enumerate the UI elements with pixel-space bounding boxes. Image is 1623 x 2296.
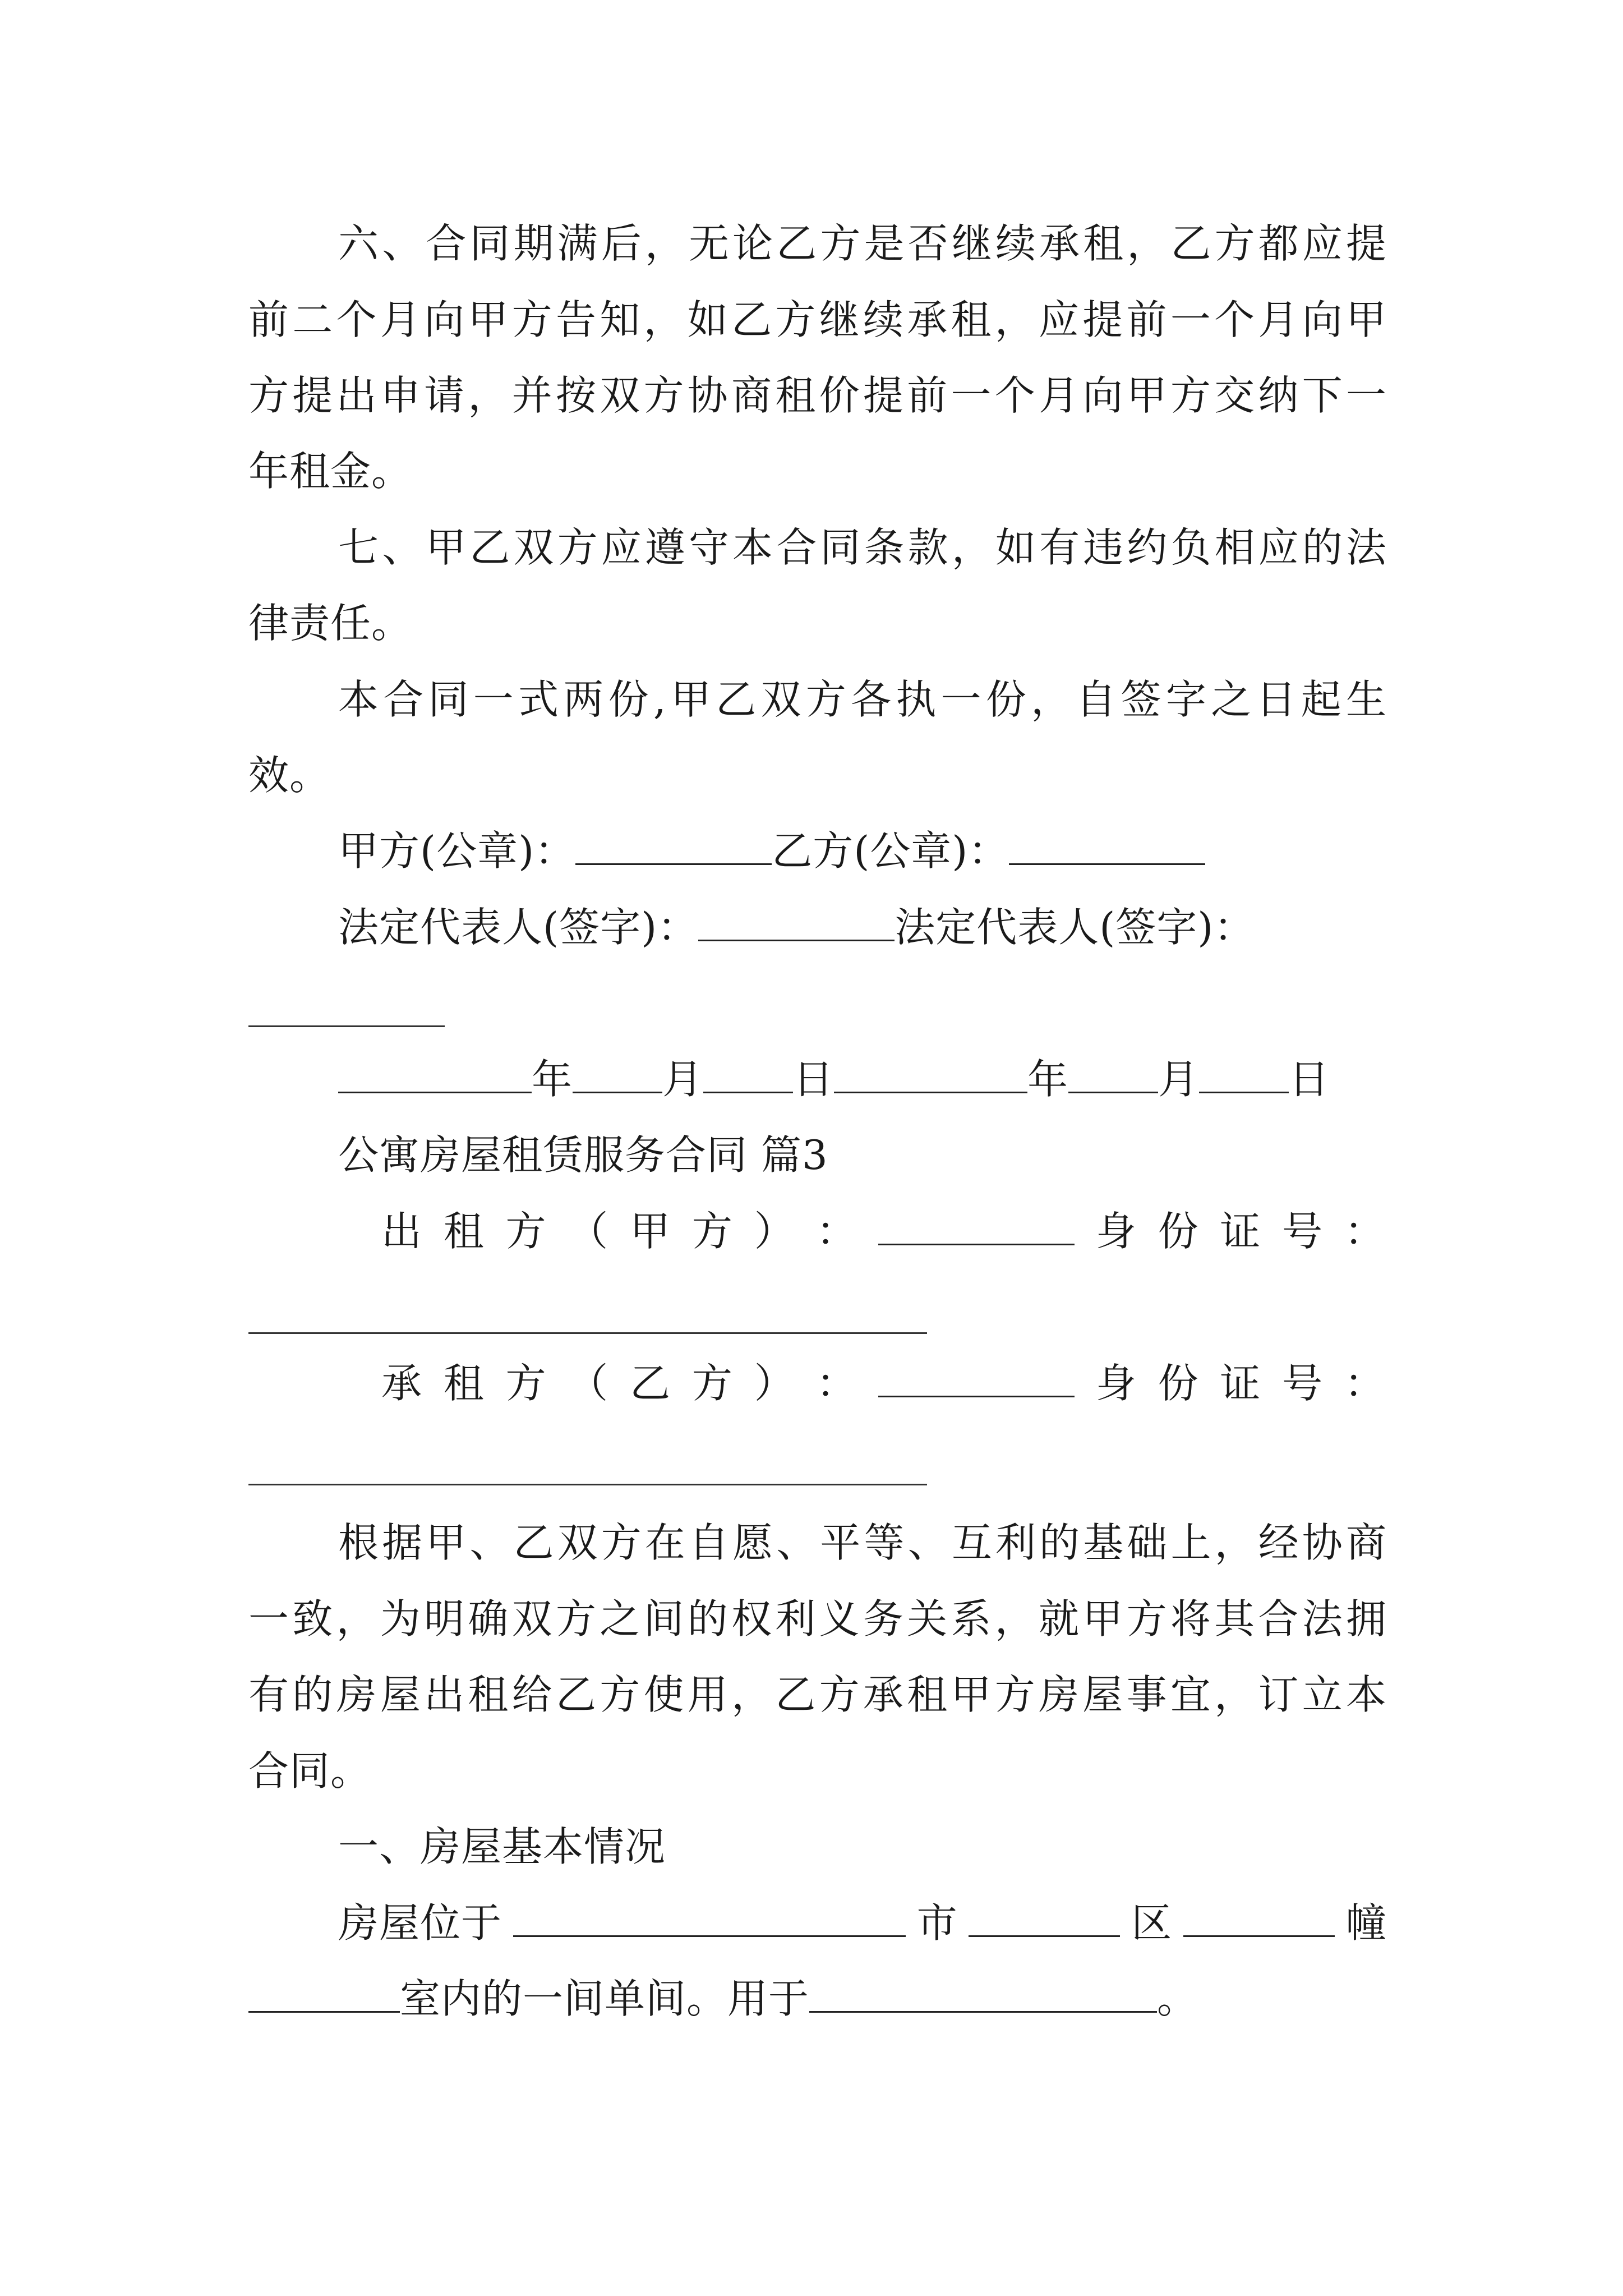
- lessee-char: 方: [691, 1360, 733, 1407]
- lessor-id-char: 身: [1095, 1208, 1137, 1255]
- closing-line-1: 本合同一式两份,甲乙双方各执一份，自签字之日起生: [338, 676, 1387, 723]
- article-1-location-line: [338, 1899, 1387, 1947]
- preamble-line-3: 有的房屋出租给乙方使用，乙方承租甲方房屋事宜，订立本: [248, 1671, 1387, 1718]
- room-blank: [248, 1978, 400, 2013]
- usage-blank: [809, 1978, 1157, 2013]
- lessor-char: 甲: [630, 1208, 671, 1255]
- lessor-char: 租: [443, 1208, 485, 1255]
- lessee-char: 租: [443, 1360, 485, 1407]
- clause-6-line-4: 年租金。: [248, 448, 413, 495]
- representative-line: [338, 904, 1387, 951]
- date-a-year: 年: [532, 1056, 573, 1103]
- district-label: 区: [1131, 1899, 1173, 1947]
- party-a-seal-label: 甲方(公章)：: [338, 827, 576, 875]
- date-b-month: 月: [1158, 1056, 1200, 1103]
- preamble-line-1: 根据甲、乙双方在自愿、平等、互利的基础上，经协商: [338, 1519, 1387, 1566]
- lessee-id-blank: [248, 1484, 927, 1485]
- lessor-char: 出: [381, 1208, 423, 1255]
- lessee-char: 乙: [630, 1360, 671, 1407]
- party-b-seal-label: 乙方(公章)：: [772, 827, 1009, 875]
- rep-a-blank: [698, 907, 895, 941]
- party-b-seal-blank: [1009, 831, 1205, 865]
- lessee-char: ：: [816, 1360, 857, 1407]
- lessor-char: （: [568, 1208, 609, 1255]
- date-b-day: 日: [1289, 1056, 1330, 1103]
- date-b-year: 年: [1027, 1056, 1069, 1103]
- district-blank: [969, 1903, 1120, 1937]
- lessor-id-char: 号: [1282, 1208, 1324, 1255]
- seal-line: [338, 827, 1292, 875]
- rep-b-label: 法定代表人(签字)：: [895, 904, 1255, 951]
- address-blank: [513, 1903, 906, 1937]
- preamble-line-2: 一致，为明确双方之间的权利义务关系，就甲方将其合法拥: [248, 1595, 1387, 1642]
- preamble-line-4: 合同。: [248, 1747, 372, 1795]
- lessor-char: ：: [816, 1208, 857, 1255]
- room-label: 室内的一间单间。用于: [400, 1975, 810, 2022]
- date-a-year-blank: [338, 1059, 532, 1093]
- lessor-char: ）: [754, 1208, 795, 1255]
- lessee-line: [381, 1360, 1385, 1407]
- date-b-year-blank: [834, 1059, 1027, 1093]
- clause-6-line-3: 方提出申请，并按双方协商租价提前一个月向甲方交纳下一: [248, 372, 1387, 419]
- lessor-char: 方: [505, 1208, 547, 1255]
- lessee-char: 方: [505, 1360, 547, 1407]
- date-a-day-blank: [703, 1059, 793, 1093]
- located-label: 房屋位于: [338, 1899, 502, 1947]
- clause-6-line-1: 六、合同期满后，无论乙方是否继续承租，乙方都应提: [338, 220, 1387, 267]
- date-a-month: 月: [662, 1056, 704, 1103]
- date-b-day-blank: [1199, 1059, 1289, 1093]
- rep-a-label: 法定代表人(签字)：: [338, 904, 699, 951]
- article-1-title: 一、房屋基本情况: [338, 1823, 666, 1870]
- clause-6-line-2: 前二个月向甲方告知，如乙方继续承租，应提前一个月向甲: [248, 296, 1387, 343]
- section-title: 公寓房屋租赁服务合同 篇3: [338, 1131, 828, 1179]
- clause-7-line-2: 律责任。: [248, 600, 413, 647]
- lessee-char: 承: [381, 1360, 423, 1407]
- date-a-day: 日: [793, 1056, 834, 1103]
- rep-b-blank: [248, 1025, 445, 1027]
- lessee-id-char: 号: [1282, 1360, 1324, 1407]
- party-a-seal-blank: [575, 831, 772, 865]
- lessee-char: ）: [754, 1360, 795, 1407]
- room-end: 。: [1157, 1975, 1198, 2022]
- article-1-room-line: [248, 1975, 1387, 2022]
- clause-7-line-1: 七、甲乙双方应遵守本合同条款，如有违约负相应的法: [338, 524, 1387, 571]
- date-b-month-blank: [1068, 1059, 1158, 1093]
- city-label: 市: [916, 1899, 958, 1947]
- lessee-id-char: ：: [1344, 1360, 1385, 1407]
- date-line: [338, 1056, 1387, 1103]
- lessor-id-blank: [248, 1332, 927, 1334]
- lessor-id-char: ：: [1344, 1208, 1385, 1255]
- lessee-name-blank: [878, 1363, 1075, 1397]
- building-blank: [1183, 1903, 1335, 1937]
- lessor-id-char: 证: [1220, 1208, 1261, 1255]
- building-label: 幢: [1345, 1899, 1387, 1947]
- lessor-char: 方: [691, 1208, 733, 1255]
- closing-line-2: 效。: [248, 752, 331, 799]
- lessor-name-blank: [878, 1211, 1075, 1245]
- lessee-char: （: [568, 1360, 609, 1407]
- lessor-line: [381, 1208, 1385, 1255]
- lessee-id-char: 身: [1095, 1360, 1137, 1407]
- lessor-id-char: 份: [1158, 1208, 1199, 1255]
- lessee-id-char: 证: [1220, 1360, 1261, 1407]
- date-a-month-blank: [573, 1059, 662, 1093]
- lessee-id-char: 份: [1158, 1360, 1199, 1407]
